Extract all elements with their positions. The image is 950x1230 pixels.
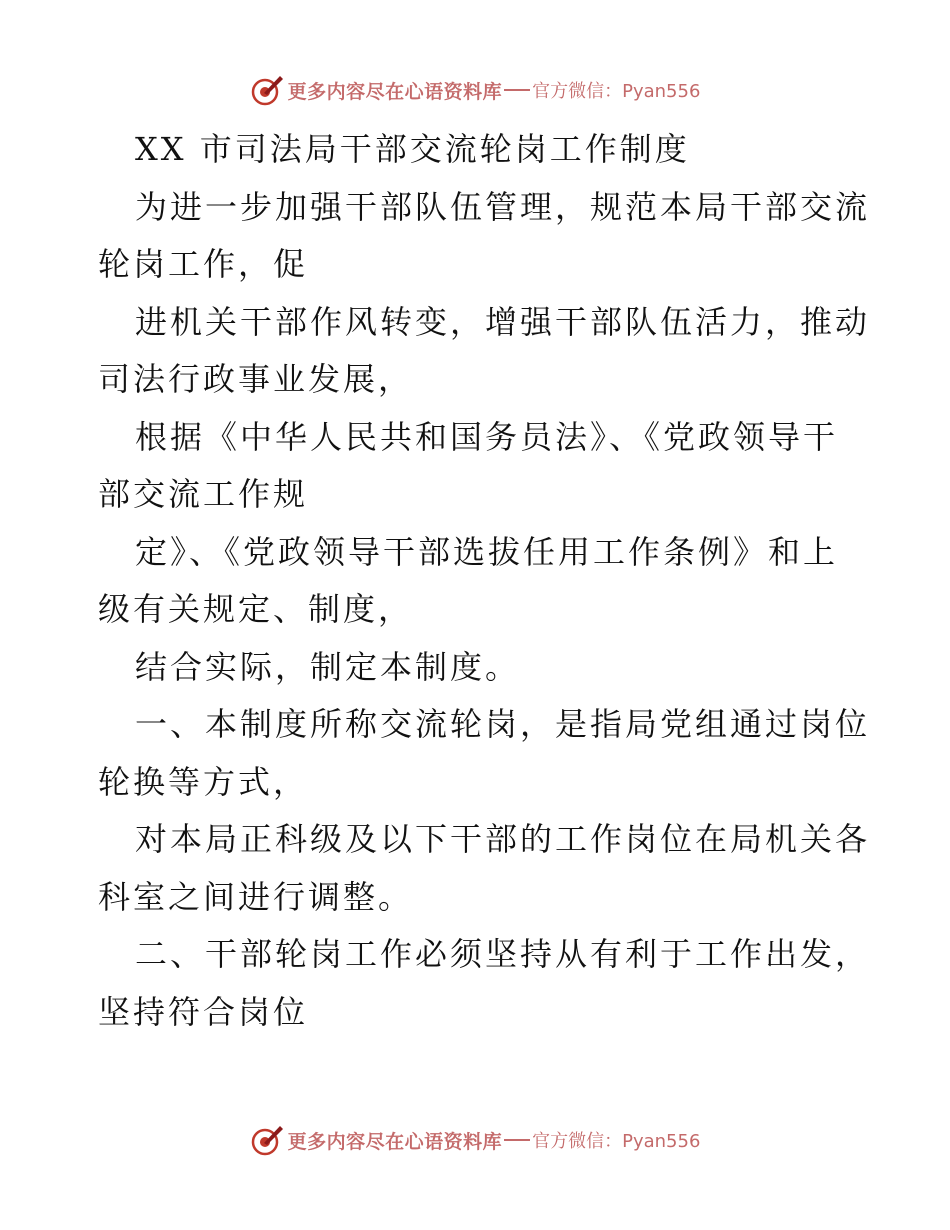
doc-line: 司法行政事业发展，: [98, 360, 414, 398]
doc-line: 为进一步加强干部队伍管理，规范本局干部交流: [135, 187, 871, 226]
watermark-text: 更多内容尽在心语资料库: [287, 1130, 503, 1153]
watermark-wechat: 官方微信：Pyan556: [532, 81, 701, 102]
doc-line: 轮岗工作，促: [98, 245, 309, 283]
doc-line: 坚持符合岗位: [98, 992, 309, 1031]
watermark-dash: [504, 1139, 530, 1141]
doc-line: 级有关规定、制度，: [98, 590, 414, 628]
header-watermark: [0, 70, 950, 110]
doc-title: XX 市司法局干部交流轮岗工作制度: [135, 130, 690, 168]
document-body: [98, 121, 871, 1041]
quill-logo-icon: [250, 73, 284, 107]
footer-watermark: [0, 1120, 950, 1160]
doc-line: 结合实际，制定本制度。: [135, 647, 521, 686]
doc-line: 轮换等方式，: [98, 762, 309, 801]
doc-line: 进机关干部作风转变，增强干部队伍活力，推动: [135, 302, 871, 341]
doc-line: 科室之间进行调整。: [98, 877, 414, 916]
quill-logo-icon: [250, 1123, 284, 1157]
doc-line: 根据《中华人民共和国务员法》、《党政领导干: [135, 417, 839, 456]
watermark-text: 更多内容尽在心语资料库: [287, 80, 503, 103]
doc-line: 对本局正科级及以下干部的工作岗位在局机关各: [135, 820, 871, 858]
watermark-wechat: 官方微信：Pyan556: [532, 1131, 701, 1152]
doc-line: 二、干部轮岗工作必须坚持从有利于工作出发，: [135, 935, 871, 973]
doc-line: 一、本制度所称交流轮岗，是指局党组通过岗位: [135, 705, 871, 743]
doc-line: 定》、《党政领导干部选拔任用工作条例》和上: [135, 532, 839, 571]
doc-line: 部交流工作规: [98, 475, 309, 513]
watermark-dash: [504, 89, 530, 91]
